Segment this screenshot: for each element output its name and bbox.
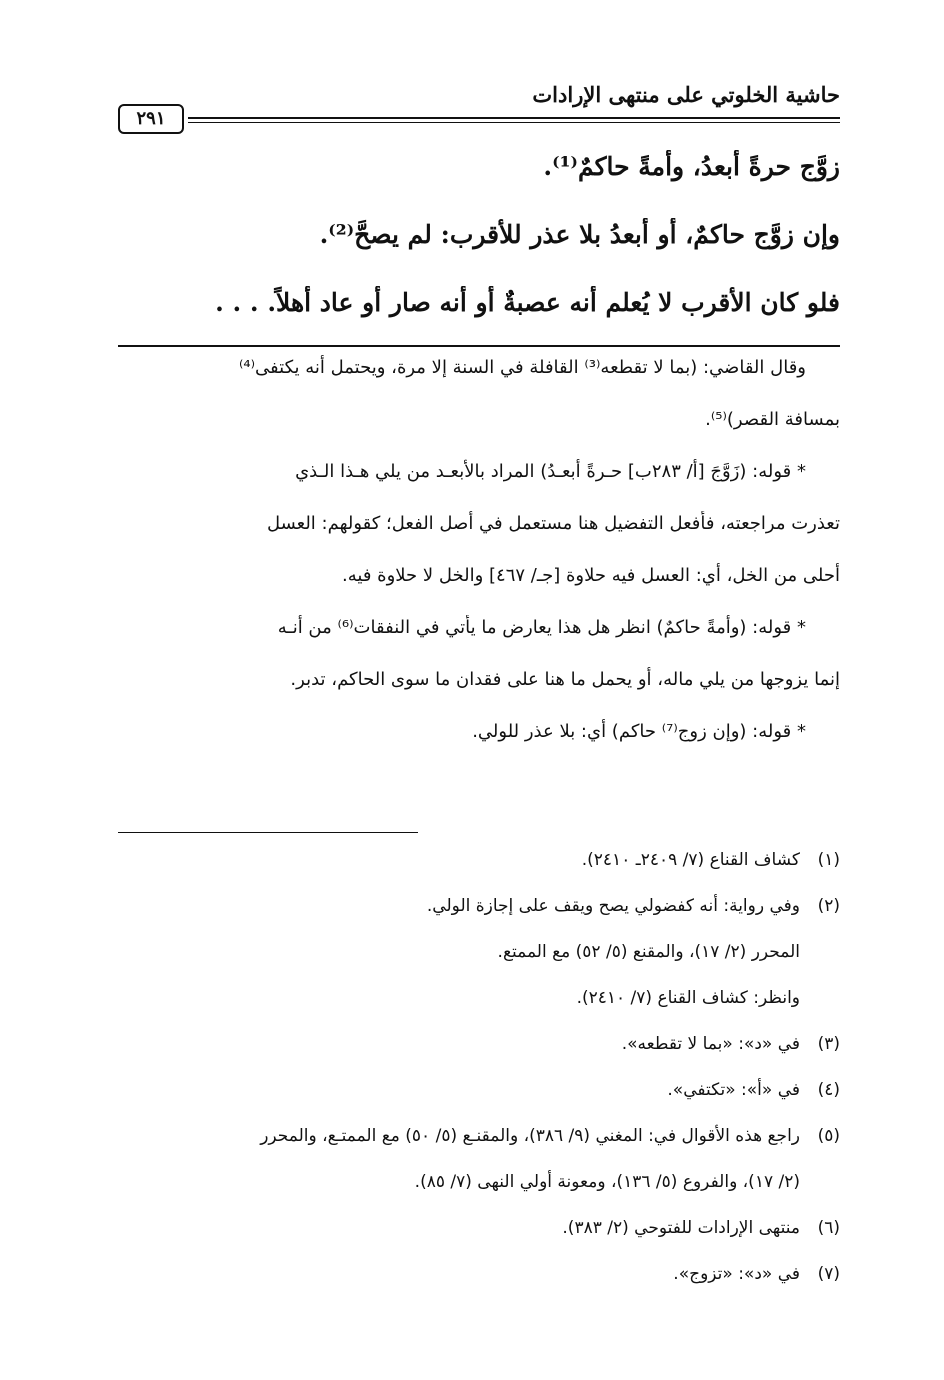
matn-text [118, 150, 840, 354]
commentary-line: * قوله: (وإن زوج⁽⁷⁾ حاكم) أي: بلا عذر للولي. [472, 721, 806, 742]
page-header [118, 82, 840, 130]
commentary-line: أحلى من الخل، أي: العسل فيه حلاوة [جـ/ ٤٦٧] والخل لا حلاوة فيه. [342, 565, 840, 586]
footnote-item [118, 1078, 840, 1124]
footnote-number: (١) [817, 850, 840, 870]
footnote-item [118, 894, 840, 940]
footnote-item [118, 1262, 840, 1308]
footnote-text: كشاف القناع (٧/ ٢٤٠٩ـ ٢٤١٠). [581, 850, 800, 870]
footnote-text: وفي رواية: أنه كفضولي يصح ويقف على إجازة الولي. [426, 896, 800, 916]
footnote-number: (٣) [817, 1034, 840, 1054]
footnote-continuation [118, 1170, 840, 1216]
page-number: ٢٩١ [118, 104, 184, 134]
footnote-text: في «د»: «بما لا تقطعه». [621, 1034, 800, 1054]
footnote-item [118, 1032, 840, 1078]
commentary-line: * قوله: (وأمةً حاكمٌ) انظر هل هذا يعارض ما يأتي في النفقات⁽⁶⁾ من أنـه [277, 617, 806, 638]
footnote-text: المحرر (٢/ ١٧)، والمقنع (٥/ ٥٢) مع الممتع. [497, 942, 800, 962]
matn-line: وإن زوَّج حاكمٌ، أو أبعدُ بلا عذر للأقرب: لم يصحَّ⁽²⁾. [319, 220, 840, 249]
footnote-number: (٦) [817, 1218, 840, 1238]
footnote-continuation [118, 986, 840, 1032]
header-rule-thin [188, 122, 840, 123]
footnote-text: راجع هذه الأقوال في: المغني (٩/ ٣٨٦)، والمقنـع (٥/ ٥٠) مع الممتـع، والمحرر [260, 1126, 800, 1146]
footnote-text: في «د»: «تزوج». [673, 1264, 800, 1284]
footnote-item [118, 848, 840, 894]
commentary-line: بمسافة القصر)⁽⁵⁾. [705, 409, 840, 430]
footnote-number: (٤) [817, 1080, 840, 1100]
header-rule [188, 117, 840, 119]
footnote-number: (٢) [817, 896, 840, 916]
footnote-number: (٥) [817, 1126, 840, 1146]
commentary-text [118, 355, 840, 771]
matn-line: زوَّج حرةً أبعدُ، وأمةً حاكمٌ⁽¹⁾. [543, 152, 840, 181]
footnote-continuation [118, 940, 840, 986]
footnote-text: وانظر: كشاف القناع (٧/ ٢٤١٠). [576, 988, 800, 1008]
running-title: حاشية الخلوتي على منتهى الإرادات [532, 82, 840, 107]
footnote-text: في «أ»: «تكتفي». [667, 1080, 800, 1100]
matn-separator-rule [118, 345, 840, 347]
footnote-separator-rule [118, 832, 418, 833]
footnote-number: (٧) [817, 1264, 840, 1284]
commentary-line: تعذرت مراجعته، فأفعل التفضيل هنا مستعمل في أصل الفعل؛ كقولهم: العسل [266, 513, 840, 534]
footnote-text: (٢/ ١٧)، والفروع (٥/ ١٣٦)، ومعونة أولي النهى (٧/ ٨٥). [414, 1172, 800, 1192]
commentary-line: * قوله: (زَوَّجَ [أ/ ٢٨٣ب] حـرةً أبعـدُ) المراد بالأبعـد من يلي هـذا الـذي [295, 461, 806, 482]
footnote-text: منتهى الإرادات للفتوحي (٢/ ٣٨٣). [562, 1218, 800, 1238]
matn-line: فلو كان الأقرب لا يُعلم أنه عصبةٌ أو أنه صار أو عاد أهلاً. . . . [215, 288, 840, 317]
footnote-item [118, 1124, 840, 1170]
commentary-line: إنما يزوجها من يلي ماله، أو يحمل ما هنا على فقدان ما سوى الحاكم، تدبر. [290, 669, 840, 690]
footnotes [118, 848, 840, 1308]
footnote-item [118, 1216, 840, 1262]
commentary-line: وقال القاضي: (بما لا تقطعه⁽³⁾ القافلة في السنة إلا مرة، ويحتمل أنه يكتفى⁽⁴⁾ [238, 357, 806, 378]
